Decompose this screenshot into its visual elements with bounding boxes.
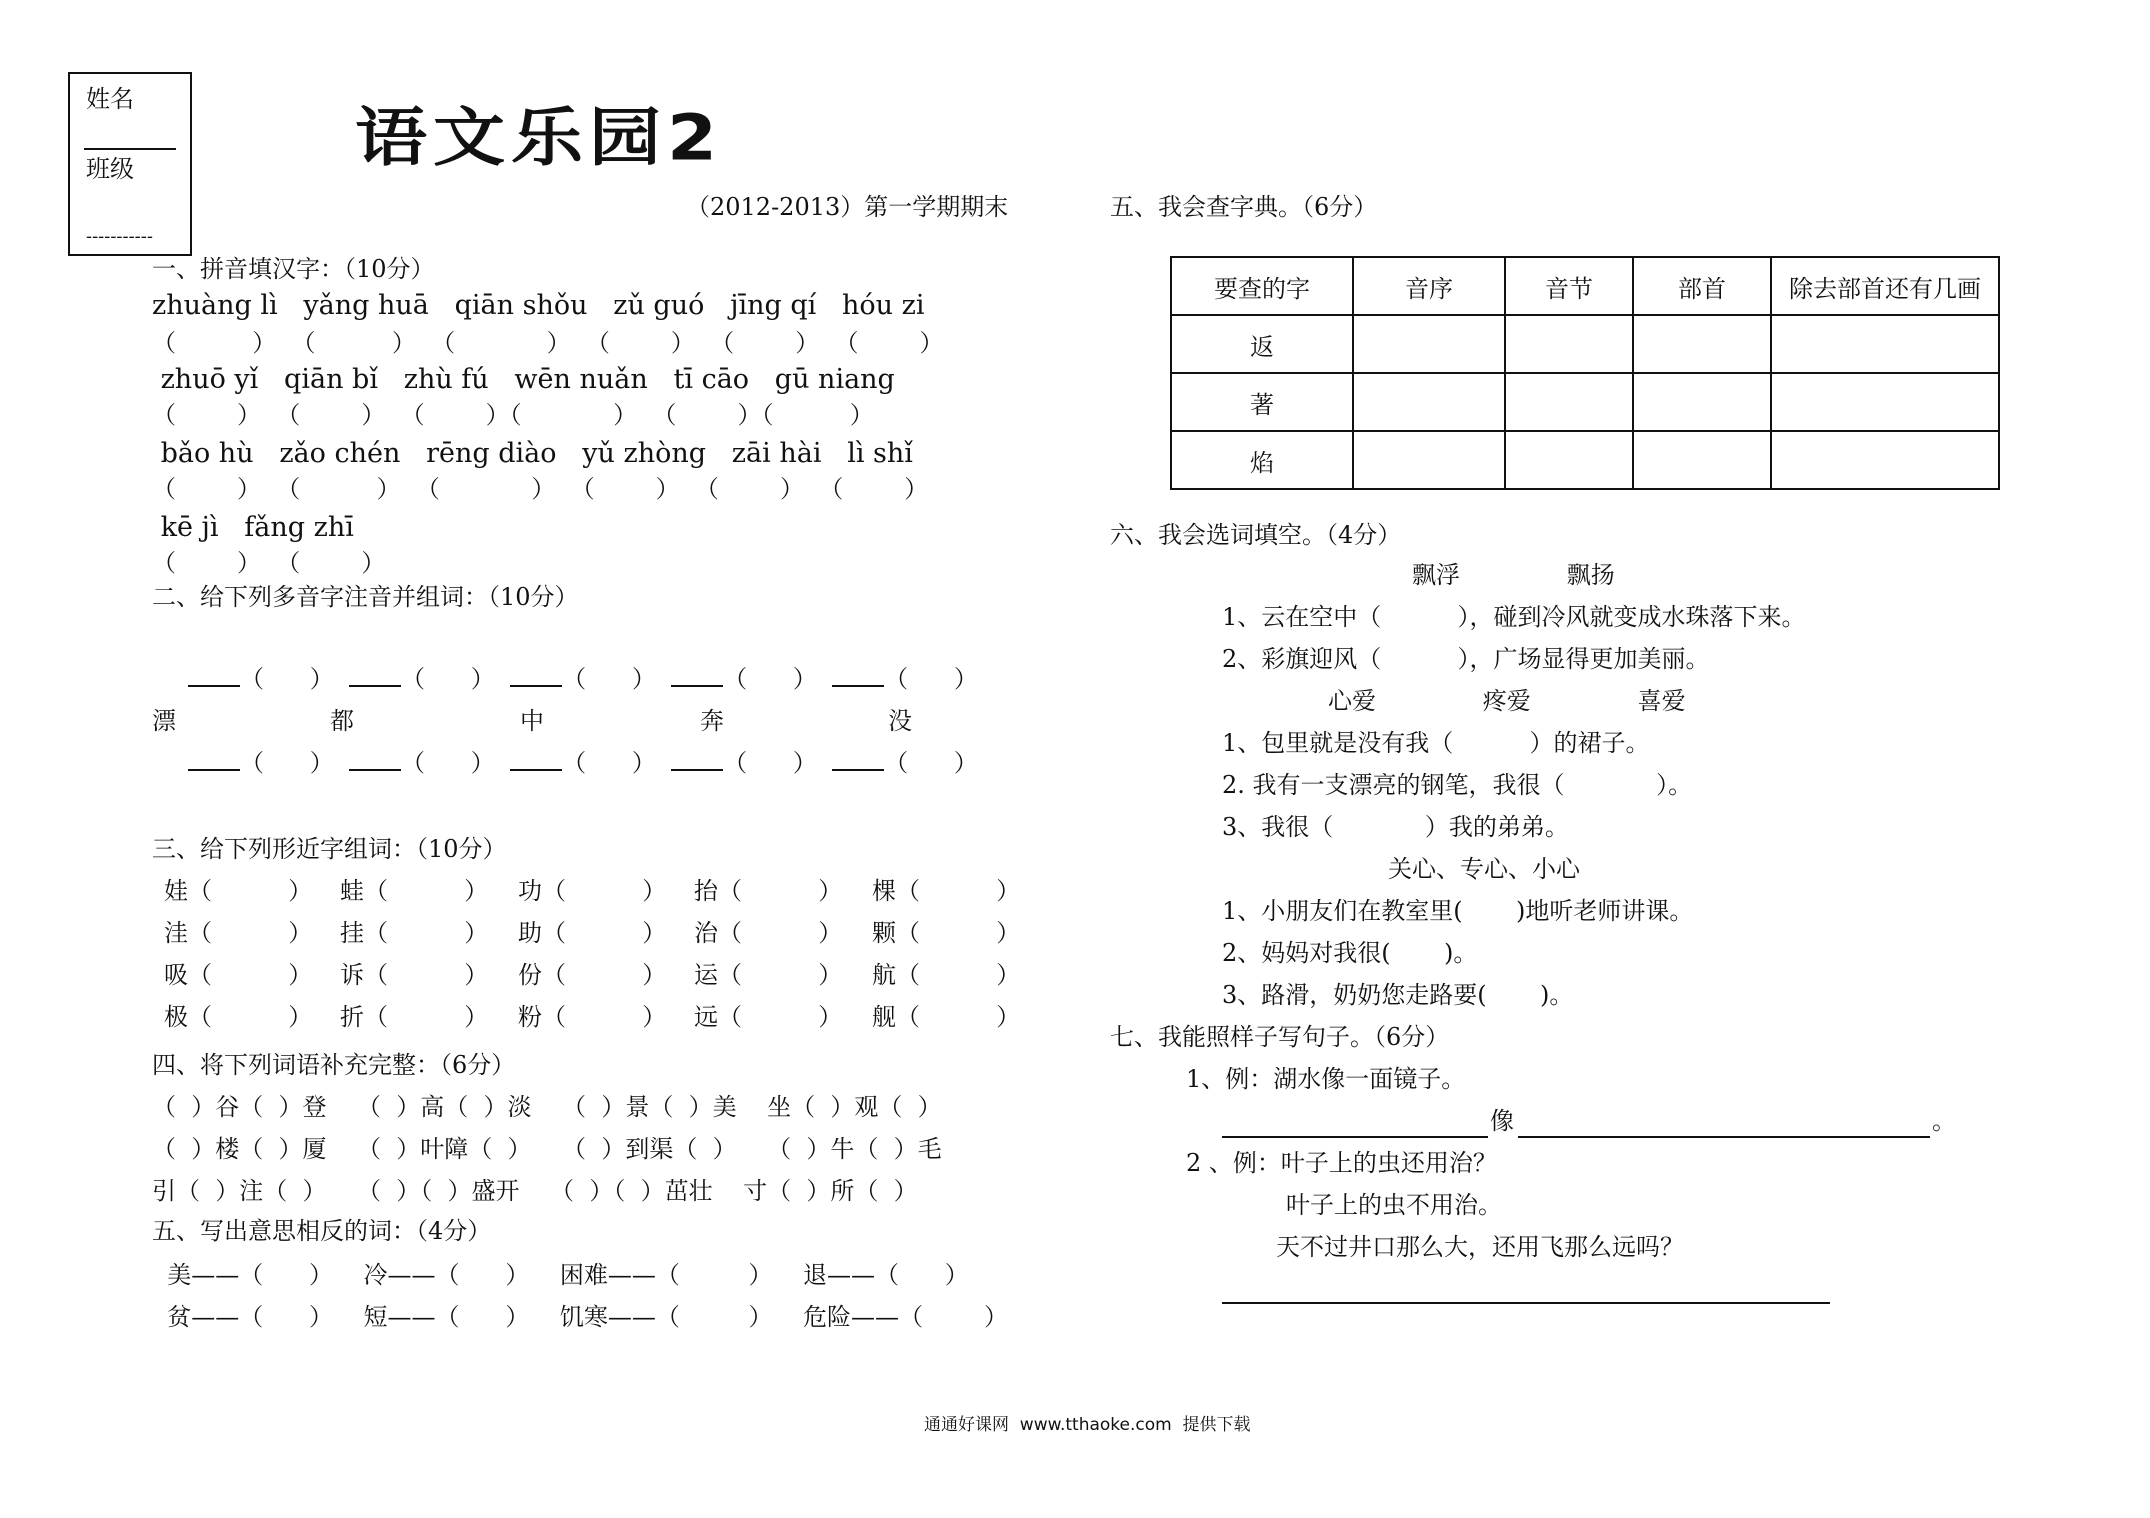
answer-cell[interactable]	[1633, 373, 1771, 431]
similar-char-item: 粉	[518, 1003, 542, 1031]
page-title: 语文乐园2	[355, 100, 724, 175]
section3-heading: 三、给下列形近字组词：（10分）	[152, 835, 507, 863]
footer-credit: 通通好课网 www.tthaoke.com 提供下载	[924, 1415, 1251, 1435]
name-label: 姓名	[86, 85, 134, 113]
idiom-row-3: 引（ ）注（ ） （ ）（ ）盛开 （ ）（ ）茁壮 寸（ ）所（ ）	[152, 1177, 918, 1205]
paren-row-1: （ ） （ ） （ ） （ ） （ ） （ ）	[152, 329, 944, 357]
answer-paren[interactable]: （ ）	[364, 877, 489, 905]
fill-sentence: 1、小朋友们在教室里( )地听老师讲课。	[1222, 897, 1694, 925]
pinyin-row-3: bǎo hù zǎo chén rēng diào yǔ zhòng zāi hài lì shǐ	[152, 438, 913, 469]
similar-char-item: 份	[518, 961, 542, 989]
answer-paren[interactable]: （ ）	[188, 961, 313, 989]
idiom-row-1: （ ）谷（ ）登 （ ）高（ ）淡 （ ）景（ ）美 坐（ ）观（ ）	[152, 1093, 942, 1121]
lookup-char: 返	[1171, 315, 1353, 373]
example-1: 1、例：湖水像一面镜子。	[1186, 1065, 1466, 1093]
answer-cell[interactable]	[1353, 431, 1505, 489]
answer-paren[interactable]: （ ）	[542, 961, 667, 989]
answer-paren[interactable]: （ ）	[896, 961, 1021, 989]
section5a-heading: 五、写出意思相反的词：（4分）	[152, 1217, 492, 1245]
answer-paren[interactable]: （ ）	[718, 919, 843, 947]
polyphone-char-5: 没	[888, 707, 912, 735]
paren-row-3: （ ） （ ） （ ） （ ） （ ） （ ）	[152, 475, 929, 503]
answer-paren[interactable]: （ ）	[542, 1003, 667, 1031]
pinyin-row-4: kē jì fǎng zhī	[152, 512, 354, 543]
column-header: 部首	[1633, 257, 1771, 315]
similar-char-item: 助	[518, 919, 542, 947]
answer-line[interactable]	[1222, 1272, 1830, 1304]
similar-char-item: 颗	[872, 919, 896, 947]
table-row	[1171, 315, 1999, 373]
answer-line[interactable]	[1518, 1106, 1930, 1138]
similar-char-item: 洼	[164, 919, 188, 947]
answer-cell[interactable]	[1771, 431, 1999, 489]
similar-char-item: 抬	[694, 877, 718, 905]
similar-char-item: 治	[694, 919, 718, 947]
polyphone-char-2: 都	[330, 707, 354, 735]
answer-cell[interactable]	[1505, 431, 1633, 489]
class-label: 班级	[86, 155, 134, 183]
section6-heading: 六、我会选词填空。（4分）	[1110, 521, 1402, 549]
similar-char-item: 吸	[164, 961, 188, 989]
answer-paren[interactable]: （ ）	[718, 961, 843, 989]
word-choices-1: 飘浮 飘扬	[1412, 561, 1615, 589]
answer-cell[interactable]	[1771, 373, 1999, 431]
answer-cell[interactable]	[1505, 315, 1633, 373]
similar-char-item: 折	[340, 1003, 364, 1031]
similar-char-item: 蛙	[340, 877, 364, 905]
section1-heading: 一、拼音填汉字：（10分）	[152, 255, 435, 283]
answer-paren[interactable]: （ ）	[364, 961, 489, 989]
dictionary-table	[1170, 256, 2000, 490]
similar-char-item: 舰	[872, 1003, 896, 1031]
fill-sentence: 2. 我有一支漂亮的钢笔，我很（ ）。	[1222, 771, 1693, 799]
table-header-row	[1171, 257, 1999, 315]
answer-cell[interactable]	[1353, 315, 1505, 373]
similar-char-item: 远	[694, 1003, 718, 1031]
answer-cell[interactable]	[1633, 315, 1771, 373]
answer-paren[interactable]: （ ）	[188, 919, 313, 947]
answer-paren[interactable]: （ ）	[542, 919, 667, 947]
column-header: 除去部首还有几画	[1771, 257, 1999, 315]
fill-sentence: 3、路滑，奶奶您走路要( )。	[1222, 981, 1574, 1009]
answer-paren[interactable]: （ ）	[896, 877, 1021, 905]
similar-char-item: 挂	[340, 919, 364, 947]
column-header: 音序	[1353, 257, 1505, 315]
word-choices-2: 心爱 疼爱 喜爱	[1328, 687, 1686, 715]
section2-heading: 二、给下列多音字注音并组词：（10分）	[152, 583, 579, 611]
similar-char-item: 娃	[164, 877, 188, 905]
answer-paren[interactable]: （ ）	[364, 919, 489, 947]
answer-paren[interactable]: （ ）	[718, 1003, 843, 1031]
polyphone-char-4: 奔	[700, 707, 724, 735]
paren-row-4: （ ） （ ）	[152, 549, 386, 577]
answer-cell[interactable]	[1771, 315, 1999, 373]
polyphone-bottom-row: （ ） （ ） （ ） （ ） （ ）	[188, 748, 978, 778]
table-row	[1171, 373, 1999, 431]
similar-char-item: 功	[518, 877, 542, 905]
example-2: 2 、例：叶子上的虫还用治？	[1186, 1149, 1497, 1177]
answer-paren[interactable]: （ ）	[364, 1003, 489, 1031]
fill-sentence: 2、妈妈对我很( )。	[1222, 939, 1478, 967]
answer-cell[interactable]	[1353, 373, 1505, 431]
answer-paren[interactable]: （ ）	[188, 877, 313, 905]
fill-sentence: 3、我很（ ）我的弟弟。	[1222, 813, 1569, 841]
example-2-answer: 叶子上的虫不用治。	[1286, 1191, 1502, 1219]
answer-paren[interactable]: （ ）	[188, 1003, 313, 1031]
section4-heading: 四、将下列词语补充完整：（6分）	[152, 1051, 516, 1079]
class-dashes: -----------	[86, 226, 153, 247]
section7-heading: 七、我能照样子写句子。（6分）	[1110, 1023, 1450, 1051]
lookup-char: 焰	[1171, 431, 1353, 489]
pinyin-row-1: zhuàng lì yǎng huā qiān shǒu zǔ guó jīng qí hóu zi	[152, 290, 925, 321]
fill-sentence: 2、彩旗迎风（ ），广场显得更加美丽。	[1222, 645, 1710, 673]
example-2-question: 天不过井口那么大，还用飞那么远吗？	[1276, 1233, 1684, 1261]
fill-sentence: 1、包里就是没有我（ ）的裙子。	[1222, 729, 1650, 757]
paren-row-2: （ ） （ ） （ ）（ ） （ ）（ ）	[152, 401, 874, 429]
name-underline	[84, 148, 176, 150]
column-header: 音节	[1505, 257, 1633, 315]
similar-char-item: 航	[872, 961, 896, 989]
answer-cell[interactable]	[1633, 431, 1771, 489]
polyphone-char-1: 漂	[152, 707, 176, 735]
answer-line[interactable]	[1222, 1106, 1488, 1138]
similar-char-item: 诉	[340, 961, 364, 989]
answer-paren[interactable]: （ ）	[896, 919, 1021, 947]
polyphone-char-3: 中	[520, 707, 544, 735]
answer-paren[interactable]: （ ）	[542, 877, 667, 905]
answer-cell[interactable]	[1505, 373, 1633, 431]
similar-char-item: 棵	[872, 877, 896, 905]
column-header: 要查的字	[1171, 257, 1353, 315]
example-1-middle: 像	[1490, 1107, 1514, 1135]
answer-paren[interactable]: （ ）	[896, 1003, 1021, 1031]
section5b-heading: 五、我会查字典。（6分）	[1110, 193, 1378, 221]
pinyin-row-2: zhuō yǐ qiān bǐ zhù fú wēn nuǎn tī cāo gū niang	[152, 364, 895, 395]
antonym-row-1: 美——（ ） 冷——（ ） 困难——（ ） 退——（ ）	[152, 1261, 969, 1289]
exam-subtitle: （2012-2013）第一学期期末	[686, 193, 1009, 221]
answer-paren[interactable]: （ ）	[718, 877, 843, 905]
similar-char-item: 极	[164, 1003, 188, 1031]
example-1-end: 。	[1932, 1107, 1956, 1135]
fill-sentence: 1、云在空中（ ），碰到冷风就变成水珠落下来。	[1222, 603, 1806, 631]
word-choices-3: 关心、专心、小心	[1388, 855, 1580, 883]
polyphone-top-row: （ ） （ ） （ ） （ ） （ ）	[188, 664, 978, 694]
lookup-char: 著	[1171, 373, 1353, 431]
similar-char-item: 运	[694, 961, 718, 989]
table-row	[1171, 431, 1999, 489]
idiom-row-2: （ ）楼（ ）厦 （ ）叶障（ ） （ ）到渠（ ） （ ）牛（ ）毛	[152, 1135, 942, 1163]
antonym-row-2: 贫——（ ） 短——（ ） 饥寒——（ ） 危险——（ ）	[152, 1303, 1009, 1331]
